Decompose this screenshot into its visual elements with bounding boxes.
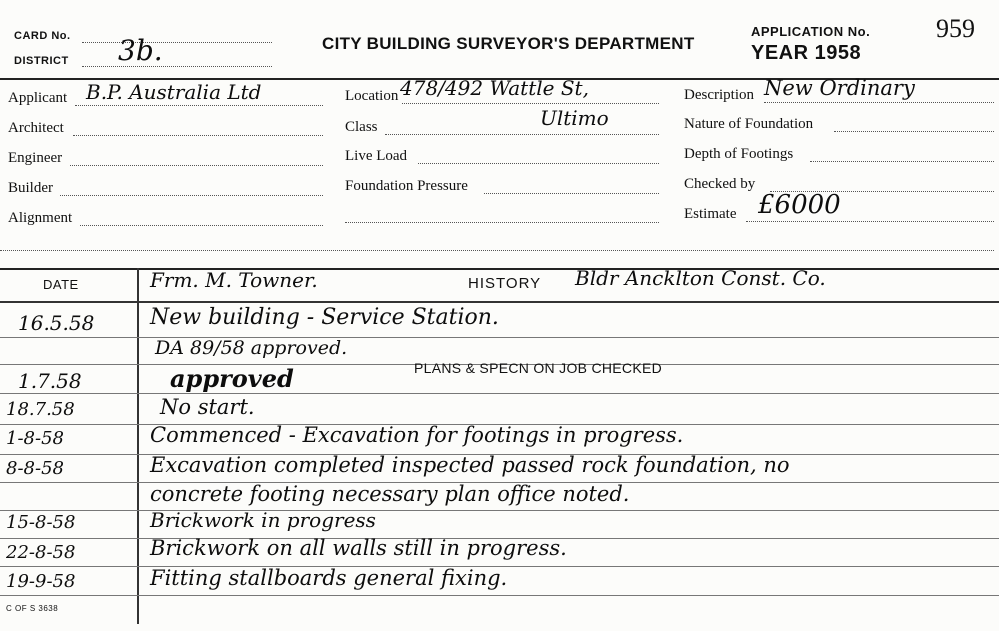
entry-text: Brickwork in progress (150, 508, 376, 532)
description-line (764, 102, 994, 103)
live-load-label: Live Load (345, 148, 408, 164)
header-note-left: Frm. M. Towner. (150, 268, 318, 292)
architect-line (73, 135, 323, 136)
class-label: Class (345, 119, 378, 135)
location-label: Location (345, 88, 399, 104)
depth-footings-line (810, 161, 994, 162)
date-column-divider (137, 268, 139, 624)
description-value: New Ordinary (764, 76, 915, 100)
depth-footings-label: Depth of Footings (684, 146, 794, 162)
class-line (385, 134, 659, 135)
nature-foundation-line (834, 131, 994, 132)
header-note-right: Bldr Ancklton Const. Co. (575, 266, 826, 290)
foundation-pressure-label: Foundation Pressure (345, 178, 468, 194)
entry-text: New building - Service Station. (150, 305, 499, 330)
engineer-label: Engineer (8, 150, 63, 166)
entry-date: 1-8-58 (6, 428, 64, 449)
entry-date: 22-8-58 (6, 542, 76, 563)
history-header: HISTORY (468, 275, 542, 292)
builder-label: Builder (8, 180, 53, 196)
alignment-line (80, 225, 323, 226)
district-label: DISTRICT (14, 55, 69, 67)
date-header: DATE (43, 277, 79, 292)
entry-text: concrete footing necessary plan office noted. (150, 482, 630, 506)
live-load-line (418, 163, 659, 164)
entry-text: approved (170, 364, 294, 393)
application-label: APPLICATION No. (751, 24, 871, 39)
card-no-label: CARD No. (14, 30, 71, 42)
entry-date: 19-9-58 (6, 571, 76, 592)
foundation-pressure-line (484, 193, 659, 194)
builder-line (60, 195, 323, 196)
ruled-line (0, 393, 999, 394)
nature-foundation-label: Nature of Foundation (684, 116, 814, 132)
card-no-line (82, 42, 272, 43)
entry-text: Brickwork on all walls still in progress. (150, 536, 567, 560)
description-label: Description (684, 87, 754, 103)
stamp-plans-checked: PLANS & SPECN ON JOB CHECKED (414, 360, 663, 376)
section-divider (0, 250, 994, 251)
estimate-label: Estimate (684, 206, 737, 222)
entry-date: 16.5.58 (18, 311, 95, 335)
ruled-line (0, 337, 999, 338)
location-line (402, 103, 659, 104)
year-label: YEAR 1958 (751, 42, 862, 64)
location-value: 478/492 Wattle St, (400, 76, 589, 100)
form-code: C OF S 3638 (6, 604, 59, 613)
applicant-label: Applicant (8, 90, 68, 106)
applicant-line (75, 105, 323, 106)
entry-date: 18.7.58 (6, 399, 75, 420)
checked-by-label: Checked by (684, 176, 756, 192)
district-line (82, 66, 272, 67)
entry-text: No start. (160, 395, 255, 419)
history-header-rule (0, 301, 999, 303)
entry-text: DA 89/58 approved. (155, 337, 348, 359)
class-value: Ultimo (540, 106, 609, 130)
entry-text: Fitting stallboards general fixing. (150, 566, 508, 590)
estimate-line (746, 221, 994, 222)
applicant-value: B.P. Australia Ltd (86, 80, 262, 104)
application-number: 959 (936, 14, 975, 43)
entry-date: 8-8-58 (6, 458, 64, 479)
estimate-value: £6000 (758, 190, 841, 220)
entry-date: 15-8-58 (6, 512, 76, 533)
entry-date: 1.7.58 (18, 369, 82, 393)
district-value: 3b. (118, 34, 163, 67)
engineer-line (70, 165, 323, 166)
department-title: CITY BUILDING SURVEYOR'S DEPARTMENT (322, 34, 695, 53)
entry-text: Excavation completed inspected passed rock foundation, no (150, 453, 790, 477)
ruled-line (0, 595, 999, 596)
alignment-label: Alignment (8, 210, 73, 226)
entry-text: Commenced - Excavation for footings in progress. (150, 423, 684, 447)
middle-extra-line (345, 222, 659, 223)
architect-label: Architect (8, 120, 64, 136)
